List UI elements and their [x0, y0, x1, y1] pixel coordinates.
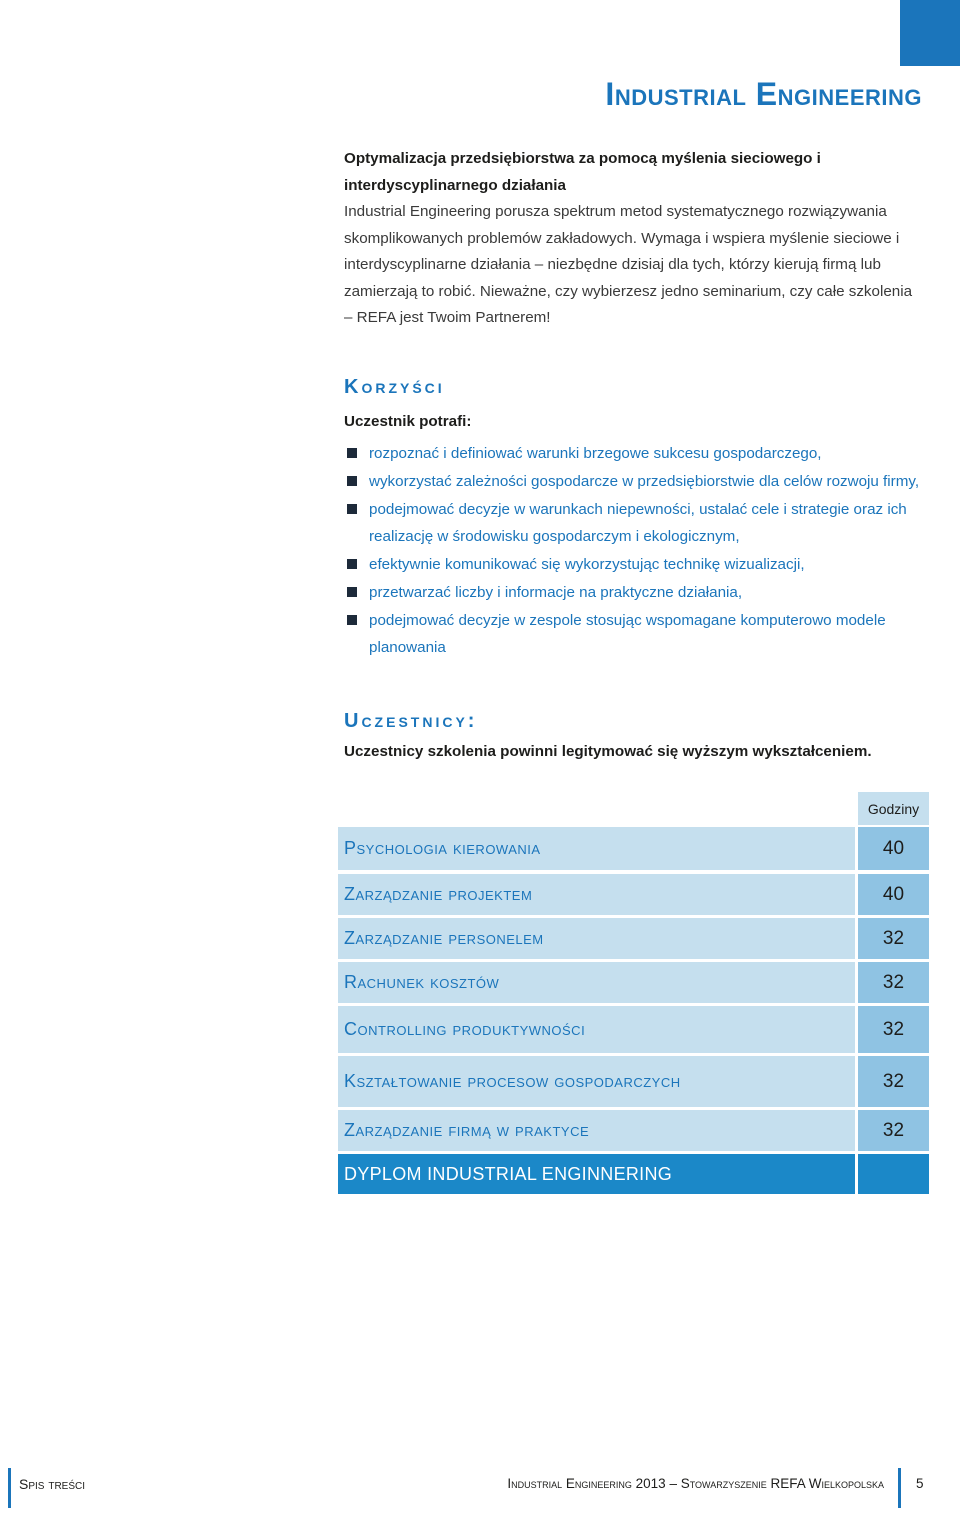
course-name: Zarządzanie firmą w praktyce — [338, 1110, 855, 1151]
intro-lead: Optymalizacja przedsiębiorstwa za pomocą myślenia sieciowego i interdyscyplinarnego działania — [344, 150, 821, 194]
course-hours: 32 — [858, 962, 929, 1003]
course-hours: 32 — [858, 918, 929, 959]
course-name: Psychologia kierowania — [338, 827, 855, 870]
square-bullet-icon — [347, 476, 357, 486]
benefit-item — [344, 607, 924, 661]
course-row — [338, 962, 929, 1003]
diploma-name: DYPLOM INDUSTRIAL ENGINNERING — [338, 1154, 855, 1194]
course-name: Controlling produktywności — [338, 1006, 855, 1053]
square-bullet-icon — [347, 559, 357, 569]
corner-accent-block — [900, 0, 960, 66]
benefits-list — [344, 440, 924, 662]
benefit-text: przetwarzać liczby i informacje na praktyczne działania, — [369, 584, 743, 601]
footer-caption: Industrial Engineering 2013 – Stowarzyszenie REFA Wielkopolska — [507, 1476, 884, 1491]
course-row — [338, 1110, 929, 1151]
course-hours: 32 — [858, 1056, 929, 1107]
footer-left-rule — [8, 1468, 11, 1508]
benefit-text: wykorzystać zależności gospodarcze w przedsiębiorstwie dla celów rozwoju firmy, — [369, 473, 920, 490]
course-row — [338, 1006, 929, 1053]
page-title: Industrial Engineering — [605, 76, 922, 112]
square-bullet-icon — [347, 615, 357, 625]
benefits-intro: Uczestnik potrafi: — [344, 413, 472, 430]
benefit-text: podejmować decyzje w warunkach niepewności, ustalać cele i strategie oraz ich realizację w środowisku gospodarczym i ekologicznym, — [369, 501, 907, 545]
course-hours: 32 — [858, 1006, 929, 1053]
benefit-item — [344, 551, 924, 578]
course-row — [338, 1056, 929, 1107]
benefit-item — [344, 440, 924, 467]
course-name: Zarządzanie projektem — [338, 874, 855, 915]
benefit-item — [344, 468, 924, 495]
participants-text: Uczestnicy szkolenia powinni legitymować się wyższym wykształceniem. — [344, 743, 872, 760]
benefit-item — [344, 496, 924, 550]
benefit-text: podejmować decyzje w zespole stosując wspomagane komputerowo modele planowania — [369, 612, 886, 656]
benefit-item — [344, 579, 924, 606]
square-bullet-icon — [347, 504, 357, 514]
intro-section — [344, 146, 924, 332]
course-hours: 32 — [858, 1110, 929, 1151]
course-name: Kształtowanie procesow gospodarczych — [338, 1056, 855, 1107]
course-hours: 40 — [858, 827, 929, 870]
intro-body: Industrial Engineering porusza spektrum metod systematycznego rozwiązywania skomplikowanych problemów zakładowych. Wymaga i wspiera myślenie sieciowe i interdyscyplinarne działania – niezbędne dzisiaj dla tych, którzy kierują firmą lub zamierzają to robić. Nieważne, czy wybierzesz jedno seminarium, czy całe szkolenia – REFA jest Twoim Partnerem! — [344, 203, 913, 326]
diploma-hours — [858, 1154, 929, 1194]
square-bullet-icon — [347, 587, 357, 597]
course-hours: 40 — [858, 874, 929, 915]
toc-link[interactable]: Spis treści — [19, 1476, 86, 1492]
course-name: Zarządzanie personelem — [338, 918, 855, 959]
page-number: 5 — [916, 1476, 924, 1491]
course-row — [338, 874, 929, 915]
benefit-text: rozpoznać i definiować warunki brzegowe sukcesu gospodarczego, — [369, 445, 822, 462]
course-name: Rachunek kosztów — [338, 962, 855, 1003]
footer-right-rule — [898, 1468, 901, 1508]
course-row — [338, 827, 929, 870]
course-row — [338, 918, 929, 959]
benefits-heading: Korzyści — [344, 376, 445, 398]
participants-heading: Uczestnicy: — [344, 710, 478, 732]
hours-column-header: Godziny — [858, 792, 929, 825]
square-bullet-icon — [347, 448, 357, 458]
benefit-text: efektywnie komunikować się wykorzystując technikę wizualizacji, — [369, 556, 805, 573]
diploma-row — [338, 1154, 929, 1194]
